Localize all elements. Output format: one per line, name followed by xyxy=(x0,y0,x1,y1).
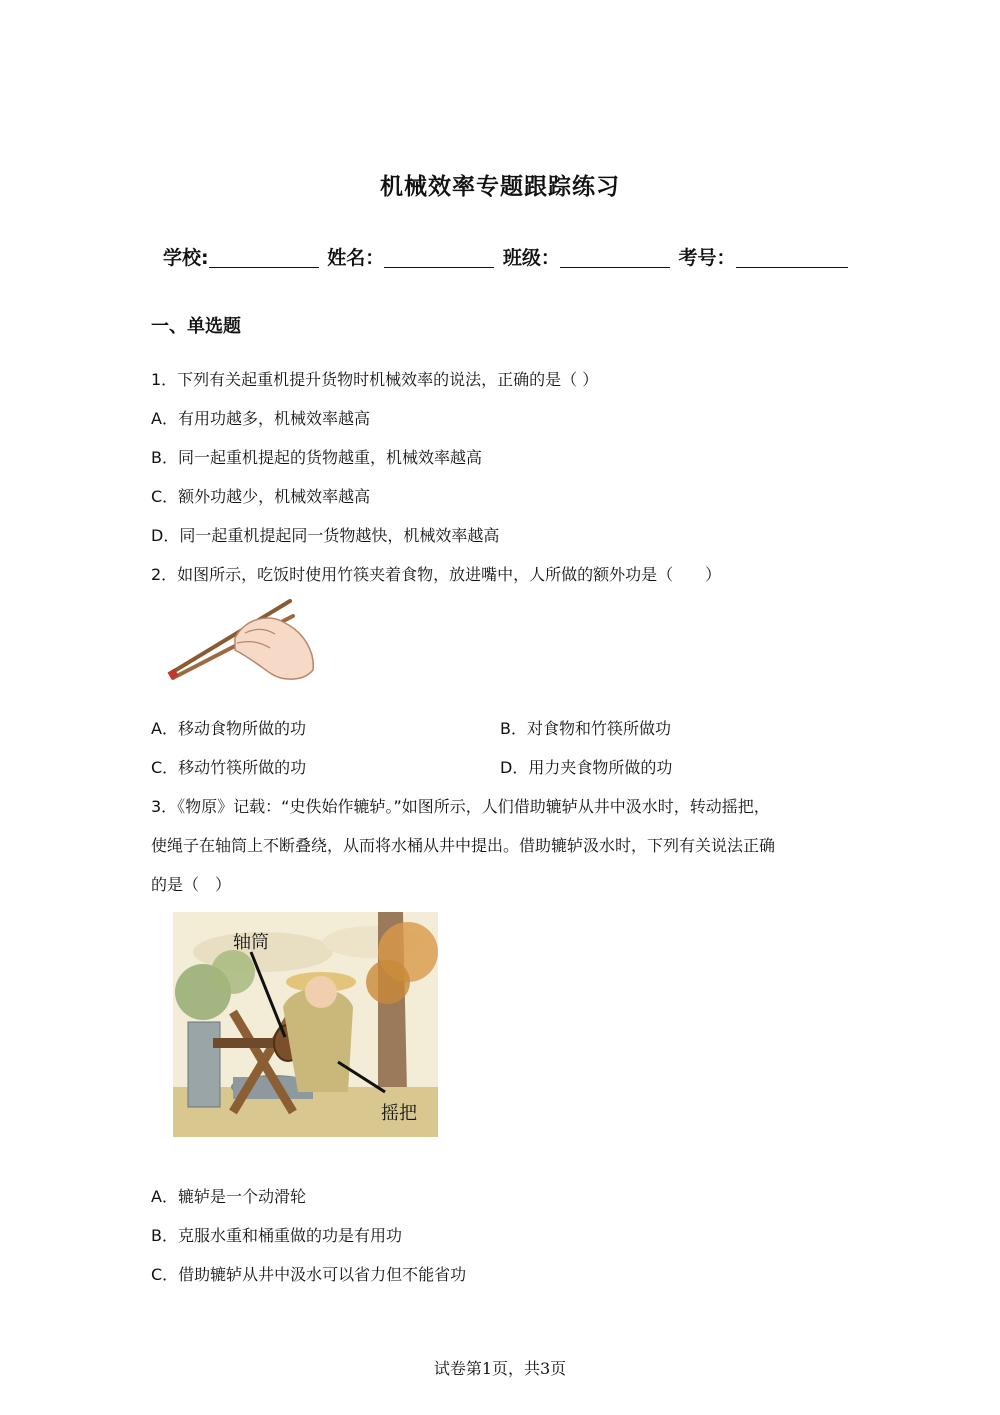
windlass-figure xyxy=(173,912,438,1137)
number-label: 考号： xyxy=(678,247,736,269)
school-blank[interactable] xyxy=(209,247,319,268)
q1-option-a: A．有用功越多，机械效率越高 xyxy=(151,409,370,428)
class-blank[interactable] xyxy=(560,247,670,268)
page-footer: 试卷第1页，共3页 xyxy=(433,1359,567,1378)
q2-stem: 2．如图所示，吃饭时使用竹筷夹着食物，放进嘴中，人所做的额外功是（ ） xyxy=(151,565,722,584)
section-heading: 一、单选题 xyxy=(151,316,241,337)
student-info-row xyxy=(163,243,848,270)
axle-label: 轴筒 xyxy=(233,932,269,953)
q1-option-c: C．额外功越少，机械效率越高 xyxy=(151,487,371,506)
q3-stem-line3: 的是（ ） xyxy=(151,875,232,894)
crank-label: 摇把 xyxy=(381,1103,417,1124)
chopsticks-hand-figure xyxy=(165,598,315,684)
q2-option-c: C．移动竹筷所做的功 xyxy=(151,758,307,777)
page-title: 机械效率专题跟踪练习 xyxy=(380,174,620,200)
name-blank[interactable] xyxy=(384,247,494,268)
school-label: 学校: xyxy=(163,247,209,269)
q3-option-c: C．借助辘轳从井中汲水可以省力但不能省功 xyxy=(151,1265,467,1284)
class-label: 班级： xyxy=(502,247,560,269)
q3-stem-line2: 使绳子在轴筒上不断叠绕，从而将水桶从井中提出。借助辘轳汲水时，下列有关说法正确 xyxy=(151,836,776,855)
q3-option-a: A．辘轳是一个动滑轮 xyxy=(151,1187,306,1206)
q3-option-b: B．克服水重和桶重做的功是有用功 xyxy=(151,1226,402,1245)
q2-option-b: B．对食物和竹筷所做功 xyxy=(500,719,671,738)
q2-option-d: D．用力夹食物所做的功 xyxy=(500,758,673,777)
q1-stem: 1．下列有关起重机提升货物时机械效率的说法，正确的是（ ） xyxy=(151,370,599,389)
name-label: 姓名： xyxy=(327,247,385,269)
q3-stem-line1: 3．《物原》记载：“史佚始作辘轳。”如图所示，人们借助辘轳从井中汲水时，转动摇把， xyxy=(151,797,770,816)
q1-option-b: B．同一起重机提起的货物越重，机械效率越高 xyxy=(151,448,482,467)
q2-option-a: A．移动食物所做的功 xyxy=(151,719,306,738)
number-blank[interactable] xyxy=(736,247,848,268)
q1-option-d: D．同一起重机提起同一货物越快，机械效率越高 xyxy=(151,526,500,545)
